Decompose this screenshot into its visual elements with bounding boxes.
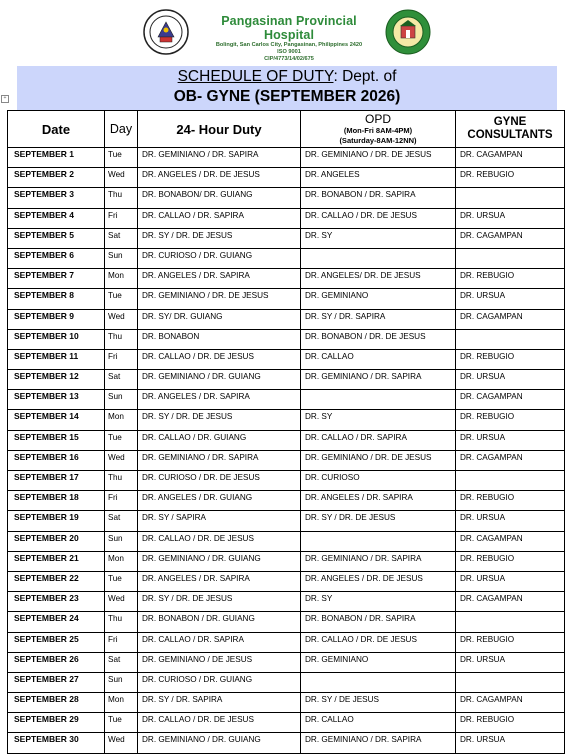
duty-cell: DR. BONABON	[138, 329, 301, 349]
date-cell: SEPTEMBER 26	[8, 652, 105, 672]
hospital-name: Pangasinan Provincial Hospital	[221, 14, 357, 42]
table-row	[8, 148, 565, 168]
day-cell: Wed	[105, 450, 138, 470]
header-gyne-line2: CONSULTANTS	[467, 129, 553, 141]
opd-cell: DR. GEMINIANO / DR. DE JESUS	[301, 450, 456, 470]
opd-cell: DR. CALLAO	[301, 713, 456, 733]
day-cell: Thu	[105, 612, 138, 632]
opd-cell: DR. ANGELES / DR. SAPIRA	[301, 491, 456, 511]
move-handle-icon[interactable]: +	[1, 95, 9, 103]
date-cell: SEPTEMBER 14	[8, 410, 105, 430]
opd-cell: DR. BONABON / DR. SAPIRA	[301, 612, 456, 632]
day-cell: Tue	[105, 148, 138, 168]
date-cell: SEPTEMBER 28	[8, 693, 105, 713]
opd-cell: DR. CALLAO	[301, 349, 456, 369]
consultant-cell: DR. REBUGIO	[456, 551, 565, 571]
table-row	[8, 551, 565, 571]
opd-cell	[301, 672, 456, 692]
consultant-cell: DR. CAGAMPAN	[456, 228, 565, 248]
hospital-seal-icon	[385, 9, 431, 55]
opd-cell: DR. GEMINIANO / DR. SAPIRA	[301, 733, 456, 753]
consultant-cell	[456, 672, 565, 692]
table-row	[8, 713, 565, 733]
table-row	[8, 370, 565, 390]
table-header-row	[8, 111, 565, 148]
consultant-cell	[456, 471, 565, 491]
table-row	[8, 652, 565, 672]
opd-cell: DR. GEMINIANO / DR. SAPIRA	[301, 551, 456, 571]
letterhead	[0, 0, 569, 62]
duty-cell: DR. ANGELES / DR. SAPIRA	[138, 571, 301, 591]
day-cell: Thu	[105, 188, 138, 208]
date-cell: SEPTEMBER 15	[8, 430, 105, 450]
date-cell: SEPTEMBER 13	[8, 390, 105, 410]
duty-cell: DR. CALLAO / DR. GUIANG	[138, 430, 301, 450]
duty-cell: DR. BONABON/ DR. GUIANG	[138, 188, 301, 208]
certificate-number: CIP/4773/14/02/675	[264, 56, 314, 62]
duty-cell: DR. ANGELES / DR. SAPIRA	[138, 269, 301, 289]
opd-cell: DR. CALLAO / DR. DE JESUS	[301, 208, 456, 228]
header-24-hour-duty: 24- Hour Duty	[138, 111, 301, 148]
table-row	[8, 511, 565, 531]
day-cell: Sat	[105, 511, 138, 531]
consultant-cell: DR. REBUGIO	[456, 168, 565, 188]
hospital-heading	[196, 14, 382, 63]
table-row	[8, 733, 565, 753]
consultant-cell: DR. URSUA	[456, 208, 565, 228]
header-gyne-line1: GYNE	[493, 116, 527, 128]
opd-cell: DR. GEMINIANO / DR. DE JESUS	[301, 148, 456, 168]
header-opd	[301, 111, 456, 148]
day-cell: Fri	[105, 208, 138, 228]
table-row	[8, 208, 565, 228]
day-cell: Mon	[105, 551, 138, 571]
schedule-title-prefix: SCHEDULE OF DUTY	[177, 68, 334, 85]
date-cell: SEPTEMBER 8	[8, 289, 105, 309]
date-cell: SEPTEMBER 4	[8, 208, 105, 228]
date-cell: SEPTEMBER 18	[8, 491, 105, 511]
header-gyne-consultants	[456, 111, 565, 148]
date-cell: SEPTEMBER 11	[8, 349, 105, 369]
duty-cell: DR. ANGELES / DR. SAPIRA	[138, 390, 301, 410]
consultant-cell: DR. URSUA	[456, 511, 565, 531]
schedule-title-suffix: : Dept. of	[333, 68, 397, 85]
day-cell: Sat	[105, 228, 138, 248]
opd-cell	[301, 531, 456, 551]
date-cell: SEPTEMBER 3	[8, 188, 105, 208]
table-row	[8, 349, 565, 369]
header-opd-hours-saturday: (Saturday-8AM-12NN)	[339, 135, 417, 145]
day-cell: Mon	[105, 269, 138, 289]
consultant-cell	[456, 248, 565, 268]
consultant-cell: DR. REBUGIO	[456, 491, 565, 511]
table-row	[8, 491, 565, 511]
day-cell: Fri	[105, 632, 138, 652]
date-cell: SEPTEMBER 16	[8, 450, 105, 470]
opd-cell: DR. ANGELES/ DR. DE JESUS	[301, 269, 456, 289]
schedule-title	[17, 68, 557, 86]
table-row	[8, 693, 565, 713]
date-cell: SEPTEMBER 9	[8, 309, 105, 329]
day-cell: Wed	[105, 733, 138, 753]
duty-cell: DR. SY/ DR. GUIANG	[138, 309, 301, 329]
date-cell: SEPTEMBER 17	[8, 471, 105, 491]
date-cell: SEPTEMBER 1	[8, 148, 105, 168]
opd-cell: DR. SY / DR. DE JESUS	[301, 511, 456, 531]
date-cell: SEPTEMBER 7	[8, 269, 105, 289]
header-date: Date	[8, 111, 105, 148]
consultant-cell: DR. REBUGIO	[456, 632, 565, 652]
consultant-cell: DR. CAGAMPAN	[456, 148, 565, 168]
day-cell: Tue	[105, 713, 138, 733]
duty-cell: DR. CURIOSO / DR. DE JESUS	[138, 471, 301, 491]
opd-cell: DR. SY	[301, 592, 456, 612]
table-row	[8, 571, 565, 591]
consultant-cell: DR. REBUGIO	[456, 713, 565, 733]
opd-cell: DR. CALLAO / DR. SAPIRA	[301, 430, 456, 450]
date-cell: SEPTEMBER 21	[8, 551, 105, 571]
consultant-cell: DR. REBUGIO	[456, 410, 565, 430]
day-cell: Sat	[105, 652, 138, 672]
consultant-cell: DR. CAGAMPAN	[456, 390, 565, 410]
duty-cell: DR. GEMINIANO / DR. SAPIRA	[138, 450, 301, 470]
table-row	[8, 269, 565, 289]
opd-cell: DR. BONABON / DR. DE JESUS	[301, 329, 456, 349]
consultant-cell: DR. CAGAMPAN	[456, 450, 565, 470]
opd-cell: DR. CALLAO / DR. DE JESUS	[301, 632, 456, 652]
date-cell: SEPTEMBER 20	[8, 531, 105, 551]
day-cell: Fri	[105, 349, 138, 369]
duty-cell: DR. SY / DR. DE JESUS	[138, 592, 301, 612]
opd-cell: DR. BONABON / DR. SAPIRA	[301, 188, 456, 208]
table-row	[8, 471, 565, 491]
table-row	[8, 430, 565, 450]
day-cell: Sun	[105, 531, 138, 551]
table-row	[8, 309, 565, 329]
date-cell: SEPTEMBER 25	[8, 632, 105, 652]
opd-cell	[301, 248, 456, 268]
table-row	[8, 390, 565, 410]
table-row	[8, 289, 565, 309]
duty-cell: DR. GEMINIANO / DR. GUIANG	[138, 551, 301, 571]
day-cell: Fri	[105, 491, 138, 511]
consultant-cell: DR. REBUGIO	[456, 349, 565, 369]
date-cell: SEPTEMBER 23	[8, 592, 105, 612]
date-cell: SEPTEMBER 24	[8, 612, 105, 632]
day-cell: Wed	[105, 592, 138, 612]
duty-cell: DR. CURIOSO / DR. GUIANG	[138, 672, 301, 692]
duty-cell: DR. CALLAO / DR. SAPIRA	[138, 208, 301, 228]
date-cell: SEPTEMBER 2	[8, 168, 105, 188]
consultant-cell: DR. URSUA	[456, 571, 565, 591]
opd-cell	[301, 390, 456, 410]
opd-cell: DR. SY / DE JESUS	[301, 693, 456, 713]
table-row	[8, 672, 565, 692]
opd-cell: DR. SY	[301, 228, 456, 248]
duty-cell: DR. SY / DR. SAPIRA	[138, 693, 301, 713]
duty-schedule-table	[7, 110, 565, 754]
day-cell: Tue	[105, 430, 138, 450]
table-row	[8, 188, 565, 208]
consultant-cell: DR. URSUA	[456, 652, 565, 672]
date-cell: SEPTEMBER 19	[8, 511, 105, 531]
opd-cell: DR. CURIOSO	[301, 471, 456, 491]
duty-cell: DR. GEMINIANO / DE JESUS	[138, 652, 301, 672]
date-cell: SEPTEMBER 10	[8, 329, 105, 349]
hospital-address: Bolingit, San Carlos City, Pangasinan, Philippines 2420	[215, 42, 363, 48]
opd-cell: DR. SY	[301, 410, 456, 430]
duty-cell: DR. ANGELES / DR. DE JESUS	[138, 168, 301, 188]
day-cell: Wed	[105, 168, 138, 188]
duty-cell: DR. CALLAO / DR. DE JESUS	[138, 531, 301, 551]
table-row	[8, 612, 565, 632]
duty-cell: DR. GEMINIANO / DR. DE JESUS	[138, 289, 301, 309]
day-cell: Tue	[105, 571, 138, 591]
consultant-cell: DR. REBUGIO	[456, 269, 565, 289]
consultant-cell: DR. CAGAMPAN	[456, 531, 565, 551]
consultant-cell: DR. URSUA	[456, 289, 565, 309]
duty-cell: DR. GEMINIANO / DR. GUIANG	[138, 733, 301, 753]
date-cell: SEPTEMBER 29	[8, 713, 105, 733]
consultant-cell: DR. CAGAMPAN	[456, 592, 565, 612]
header-opd-title: OPD	[364, 112, 391, 126]
table-row	[8, 531, 565, 551]
duty-cell: DR. GEMINIANO / DR. SAPIRA	[138, 148, 301, 168]
day-cell: Mon	[105, 410, 138, 430]
day-cell: Sun	[105, 390, 138, 410]
opd-cell: DR. ANGELES / DR. DE JESUS	[301, 571, 456, 591]
consultant-cell	[456, 612, 565, 632]
opd-cell: DR. SY / DR. SAPIRA	[301, 309, 456, 329]
day-cell: Mon	[105, 693, 138, 713]
opd-cell: DR. ANGELES	[301, 168, 456, 188]
table-row	[8, 410, 565, 430]
duty-cell: DR. SY / DR. DE JESUS	[138, 228, 301, 248]
day-cell: Wed	[105, 309, 138, 329]
table-row	[8, 450, 565, 470]
date-cell: SEPTEMBER 30	[8, 733, 105, 753]
header-day: Day	[105, 111, 138, 148]
duty-cell: DR. CURIOSO / DR. GUIANG	[138, 248, 301, 268]
table-row	[8, 168, 565, 188]
duty-cell: DR. SY / SAPIRA	[138, 511, 301, 531]
header-opd-hours-weekday: (Mon-Fri 8AM-4PM)	[343, 126, 413, 135]
day-cell: Sun	[105, 248, 138, 268]
consultant-cell: DR. URSUA	[456, 430, 565, 450]
duty-cell: DR. CALLAO / DR. DE JESUS	[138, 713, 301, 733]
department-month-title: OB- GYNE (SEPTEMBER 2026)	[173, 88, 401, 105]
schedule-title-block	[17, 66, 557, 110]
duty-cell: DR. ANGELES / DR. GUIANG	[138, 491, 301, 511]
province-seal-icon	[143, 9, 189, 55]
day-cell: Sat	[105, 370, 138, 390]
consultant-cell	[456, 188, 565, 208]
table-row	[8, 329, 565, 349]
day-cell: Thu	[105, 471, 138, 491]
duty-cell: DR. GEMINIANO / DR. GUIANG	[138, 370, 301, 390]
iso-label: ISO 9001	[277, 49, 301, 55]
duty-cell: DR. CALLAO / DR. SAPIRA	[138, 632, 301, 652]
table-row	[8, 228, 565, 248]
consultant-cell: DR. URSUA	[456, 370, 565, 390]
consultant-cell: DR. CAGAMPAN	[456, 693, 565, 713]
opd-cell: DR. GEMINIANO / DR. SAPIRA	[301, 370, 456, 390]
consultant-cell	[456, 329, 565, 349]
duty-cell: DR. CALLAO / DR. DE JESUS	[138, 349, 301, 369]
date-cell: SEPTEMBER 12	[8, 370, 105, 390]
table-row	[8, 248, 565, 268]
day-cell: Sun	[105, 672, 138, 692]
opd-cell: DR. GEMINIANO	[301, 289, 456, 309]
consultant-cell: DR. CAGAMPAN	[456, 309, 565, 329]
date-cell: SEPTEMBER 6	[8, 248, 105, 268]
consultant-cell: DR. URSUA	[456, 733, 565, 753]
table-row	[8, 592, 565, 612]
duty-cell: DR. BONABON / DR. GUIANG	[138, 612, 301, 632]
date-cell: SEPTEMBER 22	[8, 571, 105, 591]
day-cell: Tue	[105, 289, 138, 309]
table-row	[8, 632, 565, 652]
opd-cell: DR. GEMINIANO	[301, 652, 456, 672]
date-cell: SEPTEMBER 5	[8, 228, 105, 248]
duty-cell: DR. SY / DR. DE JESUS	[138, 410, 301, 430]
day-cell: Thu	[105, 329, 138, 349]
date-cell: SEPTEMBER 27	[8, 672, 105, 692]
